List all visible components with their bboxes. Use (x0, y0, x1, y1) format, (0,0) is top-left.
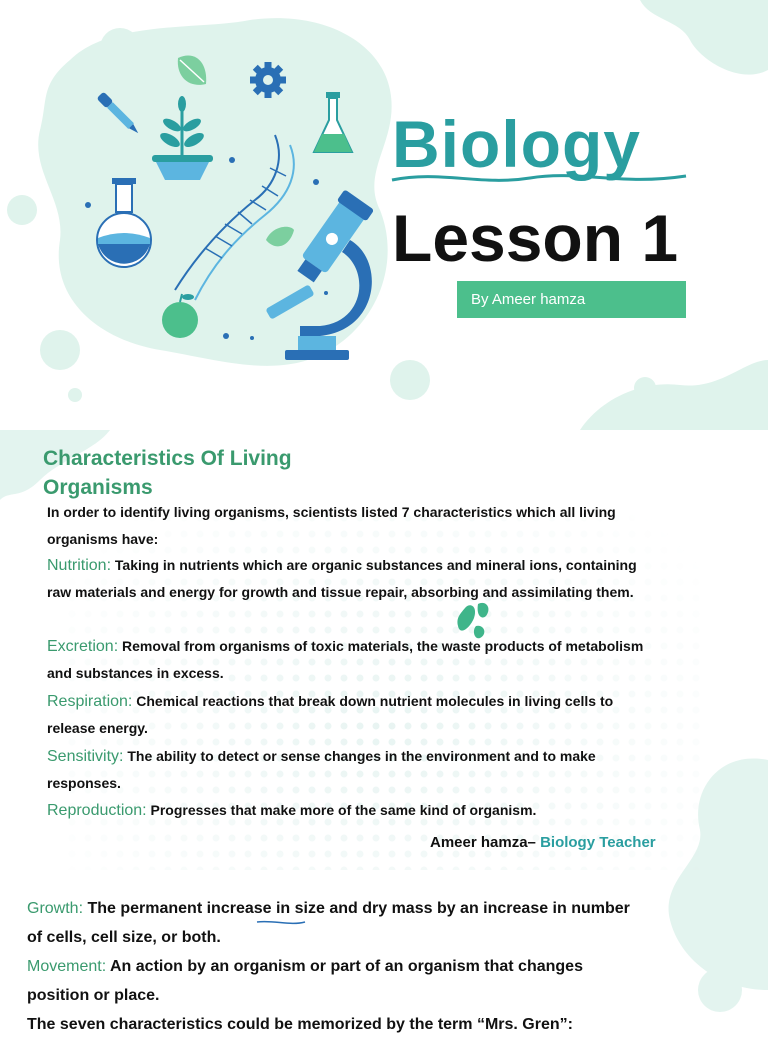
signature-name: Ameer hamza– (430, 834, 536, 851)
mint-corner-top (640, 0, 768, 75)
mint-dot (715, 10, 735, 30)
mint-dot (40, 330, 80, 370)
term-text: The ability to detect or sense changes in the environment and to make responses. (47, 748, 596, 791)
mint-dot (100, 28, 140, 68)
cover-subtitle: Lesson 1 (392, 201, 679, 275)
author-badge: By Ameer hamza (457, 281, 686, 318)
term-text: Progresses that make more of the same kind of organism. (150, 802, 537, 818)
term-text: An action by an organism or part of an organism that changes position or place. (27, 958, 583, 1004)
content-page (0, 430, 768, 1033)
term-label: Respiration: (47, 693, 133, 710)
term-text: Taking in nutrients which are organic substances and mineral ions, containing raw materials and energy for growth and tissue repair, absorbing and assimilating them. (47, 557, 637, 600)
list-item-movement (27, 952, 647, 1010)
term-label: Nutrition: (47, 557, 112, 574)
mint-dot (698, 968, 742, 1012)
mint-dot (390, 360, 430, 400)
list-item-growth (27, 894, 647, 952)
term-label: Reproduction: (47, 802, 147, 819)
list-item-respiration (47, 688, 647, 742)
list-item-excretion (47, 633, 647, 687)
blue-dot (250, 336, 254, 340)
blue-dot (223, 333, 229, 339)
mint-dot (7, 195, 37, 225)
list-item-reproduction (47, 797, 647, 824)
signature-role: Biology Teacher (540, 834, 656, 851)
blue-dot (313, 179, 319, 185)
term-label: Sensitivity: (47, 748, 124, 765)
footer-line: The seven characteristics could be memorized by the term “Mrs. Gren”: (27, 1016, 573, 1033)
list-item-sensitivity (47, 743, 647, 797)
blue-dot (324, 291, 328, 295)
blue-dot (85, 202, 91, 208)
mint-splash (38, 18, 391, 366)
gear-icon (250, 62, 286, 98)
mint-corner-bottom (580, 360, 768, 430)
mint-dot (634, 377, 656, 399)
mint-dot (68, 388, 82, 402)
blue-dot (229, 157, 235, 163)
signature (430, 834, 656, 851)
section-heading: Characteristics Of Living Organisms (43, 447, 292, 499)
list-item-nutrition (47, 552, 647, 606)
term-label: Growth: (27, 900, 84, 917)
term-text: Chemical reactions that break down nutrient molecules in living cells to release energy. (47, 693, 614, 736)
term-label: Movement: (27, 958, 107, 975)
cover-page (0, 0, 768, 430)
term-text: The permanent increase in size and dry mass by an increase in number of cells, cell size, or both. (27, 900, 630, 946)
intro-paragraph: In order to identify living organisms, scientists listed 7 characteristics which all living organisms have: (47, 504, 616, 547)
term-label: Excretion: (47, 638, 119, 655)
cover-title: Biology (392, 107, 641, 181)
term-text: Removal from organisms of toxic materials, the waste products of metabolism and substances in excess. (47, 638, 644, 681)
